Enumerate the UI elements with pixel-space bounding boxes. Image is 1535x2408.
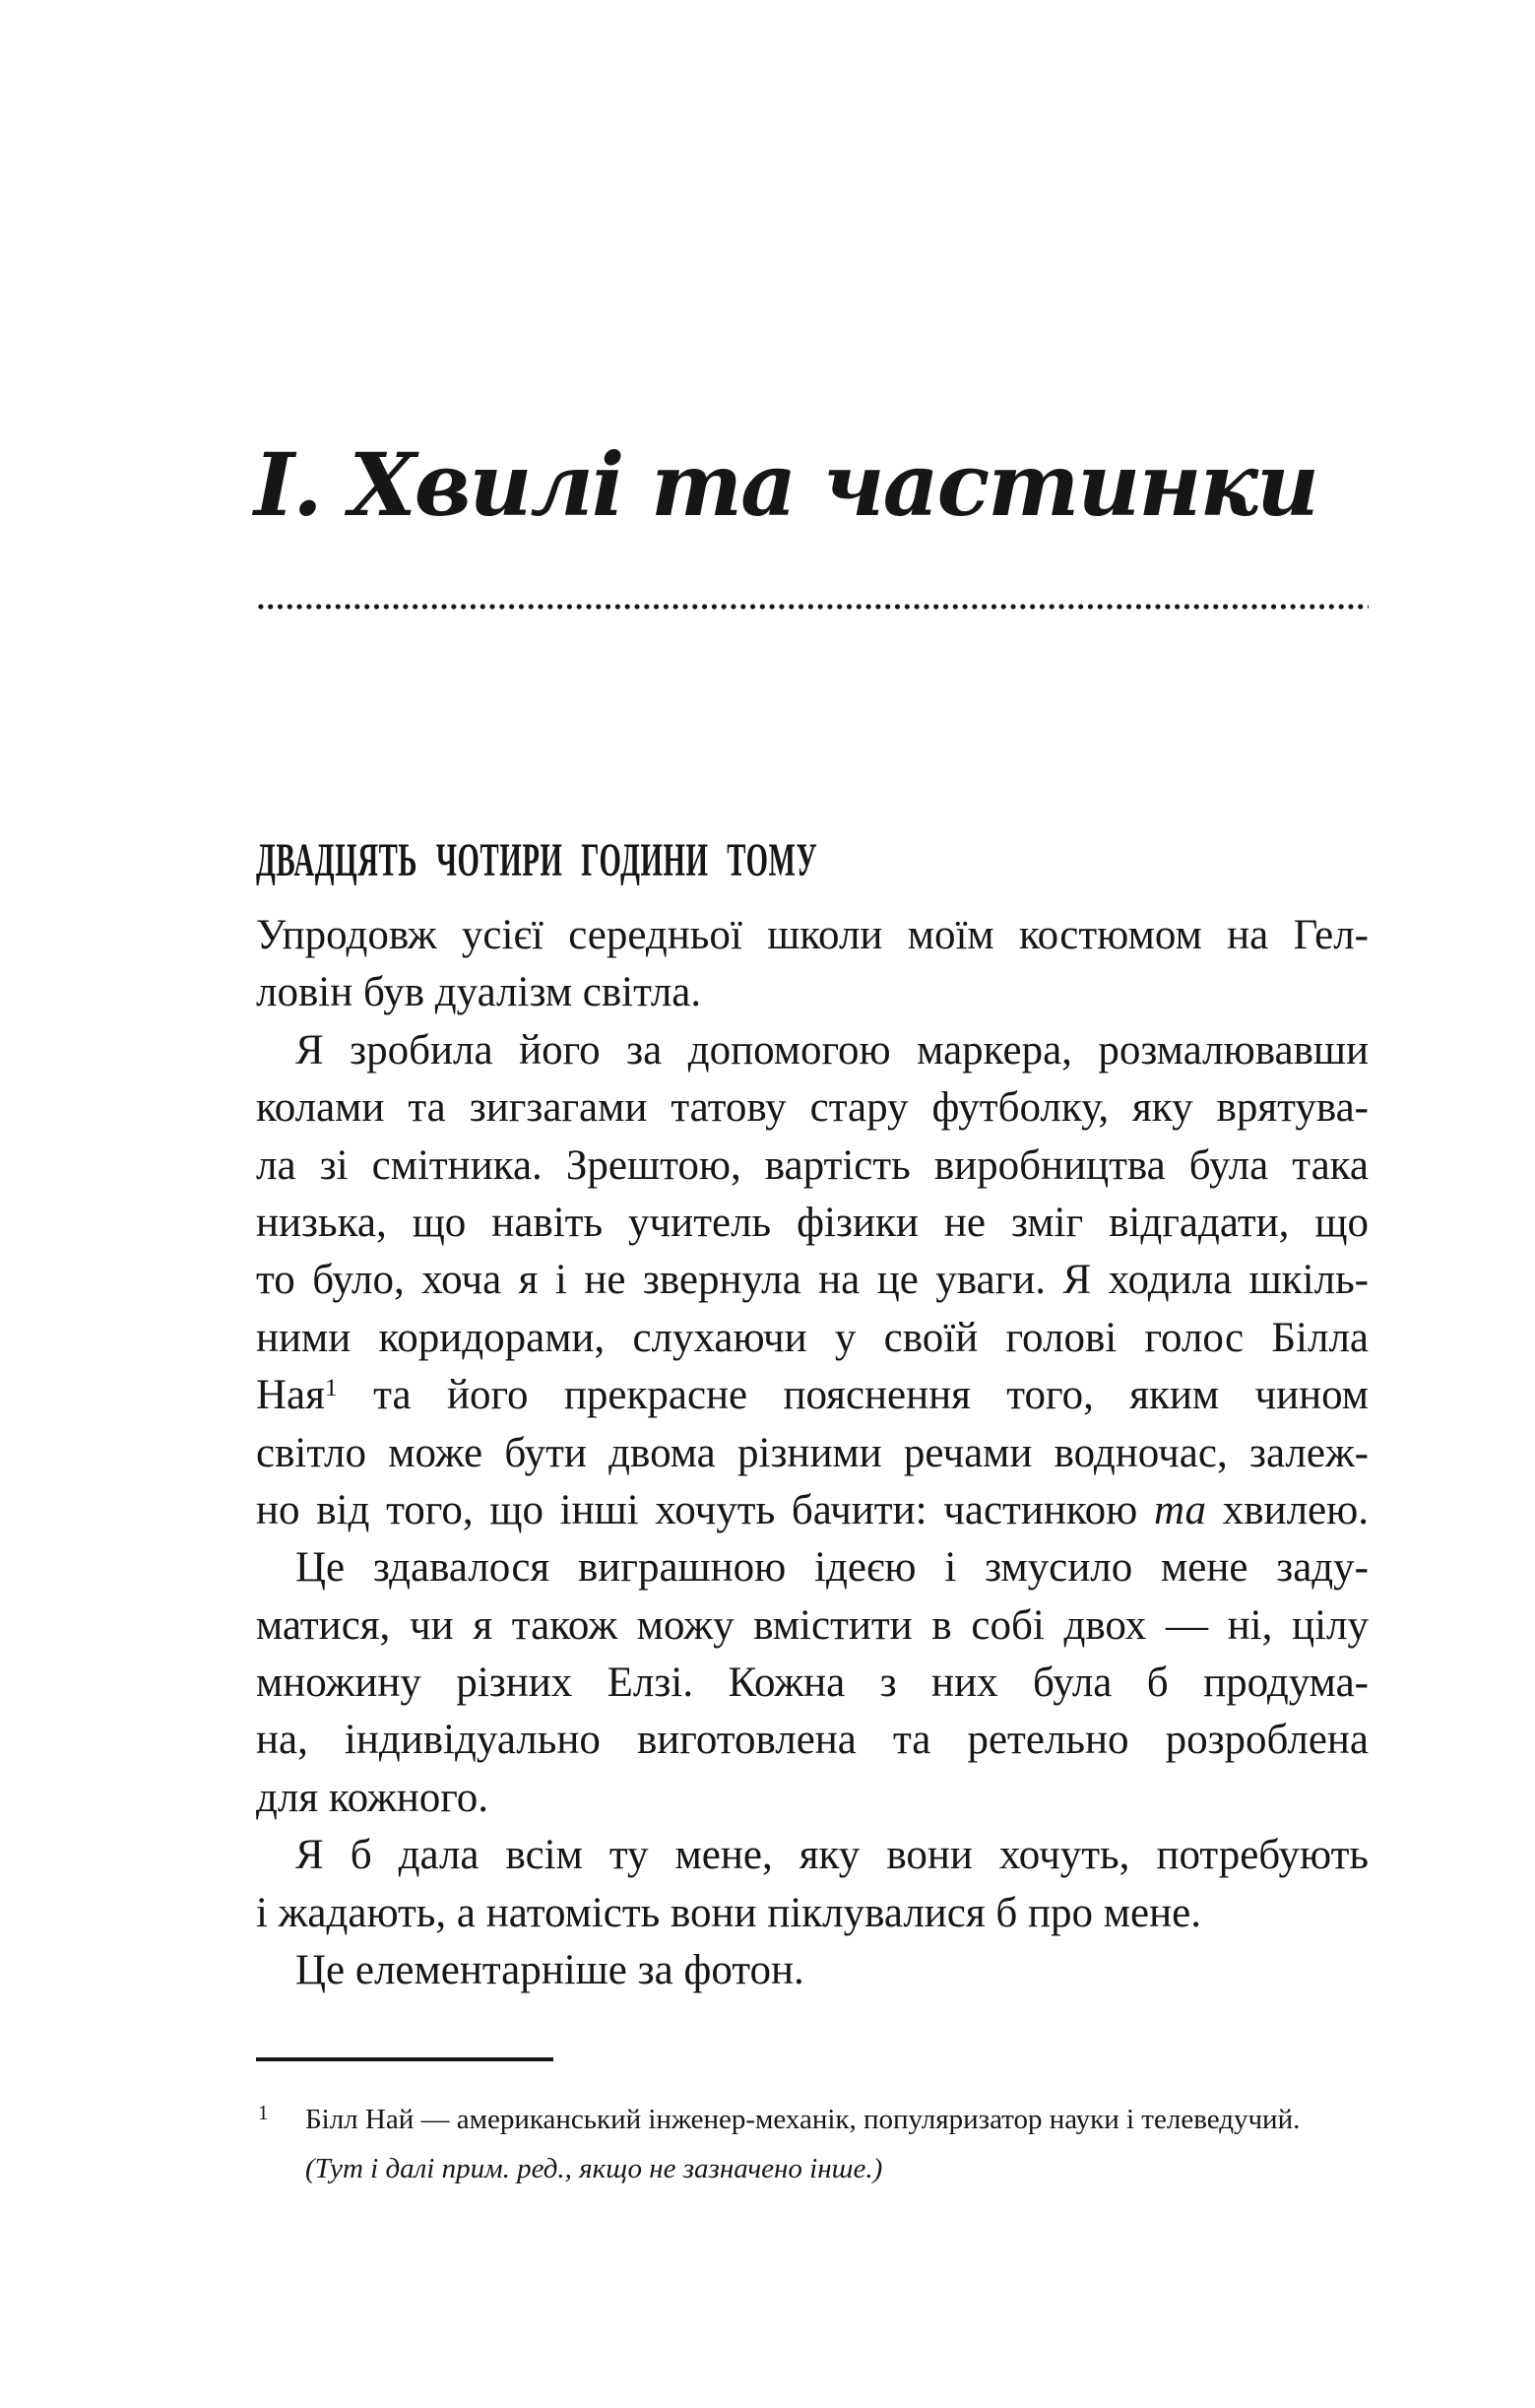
text-line (256, 1655, 1369, 1712)
text-line (256, 1252, 1369, 1309)
text-segment: Я б дала всім ту мене, яку вони хочуть, потребують (295, 1832, 1369, 1879)
footnote-rule (256, 2057, 553, 2061)
text-segment: світло може бути двома різними речами водночас, залеж- (256, 1429, 1369, 1476)
footnote-text-line: Білл Най — американський інженер-механік, популяризатор науки і телеведучий. (305, 2104, 1301, 2135)
text-line (256, 1195, 1369, 1252)
text-line (256, 1310, 1369, 1367)
text-line (256, 1425, 1369, 1482)
text-segment: Це здавалося виграшною ідеєю і змусило мене заду- (295, 1544, 1369, 1592)
text-segment: для кожного. (256, 1774, 489, 1821)
text-line (256, 1827, 1369, 1884)
text-segment: на, індивідуально виготовлена та ретельно розроблена (256, 1717, 1369, 1764)
text-line (256, 1022, 1369, 1079)
text-segment: Це елементарніше за фотон. (295, 1947, 804, 1994)
text-segment: колами та зигзагами татову стару футболку, яку врятува- (256, 1084, 1369, 1132)
text-line (256, 1712, 1369, 1769)
text-segment: Я зробила його за допомогою маркера, розмалювавши (295, 1026, 1369, 1074)
dotted-divider (256, 603, 1369, 611)
text-line (256, 1597, 1369, 1655)
text-segment: множину різних Елзі. Кожна з них була б продума- (256, 1660, 1369, 1707)
text-line (256, 1539, 1369, 1596)
section-header: ДВАДЦЯТЬ ЧОТИРИ ГОДИНИ ТОМУ (256, 834, 818, 886)
text-segment: та його прекрасне пояснення того, яким чином (337, 1372, 1369, 1419)
text-line (256, 1079, 1369, 1137)
text-line (256, 1482, 1369, 1539)
footnote-reference: 1 (324, 1373, 338, 1402)
text-segment: матися, чи я також можу вмістити в собі двох — ні, цілу (256, 1601, 1369, 1649)
text-segment: ними коридорами, слухаючи у своїй голові голос Білла (256, 1314, 1369, 1361)
text-segment: Упродовж усієї середньої школи моїм костюмом на Гел- (256, 912, 1369, 958)
chapter-title: І. Хвилі та частинки (254, 433, 1318, 536)
footnote-body (256, 2095, 1369, 2193)
text-segment: хвилею. (1206, 1486, 1369, 1533)
text-segment: і жадають, а натомість вони піклувалися б про мене. (256, 1889, 1201, 1936)
text-segment: ловін був дуалізм світла. (256, 969, 702, 1016)
footnote-marker: 1 (258, 2101, 269, 2124)
text-segment: Ная (256, 1372, 325, 1419)
text-line (256, 1367, 1369, 1424)
text-line (256, 907, 1369, 964)
text-line (256, 964, 1369, 1021)
footnote (256, 2057, 1369, 2193)
text-line (256, 1885, 1369, 1942)
text-segment: ла зі смітника. Зрештою, вартість виробництва була така (256, 1141, 1369, 1189)
text-line (256, 1770, 1369, 1827)
text-segment: но від того, що інші хочуть бачити: частинкою (256, 1486, 1154, 1533)
text-segment: то було, хоча я і не звернула на це уваги. Я ходила шкіль- (256, 1257, 1369, 1304)
text-segment: низька, що навіть учитель фізики не зміг відгадати, що (256, 1199, 1369, 1246)
text-line (256, 1942, 1369, 1999)
text-line (256, 1138, 1369, 1195)
text-segment: та (1153, 1486, 1207, 1533)
footnote-editor-note: (Тут і далі прим. ред., якщо не зазначено інше.) (305, 2153, 883, 2184)
body-text (256, 907, 1369, 1999)
